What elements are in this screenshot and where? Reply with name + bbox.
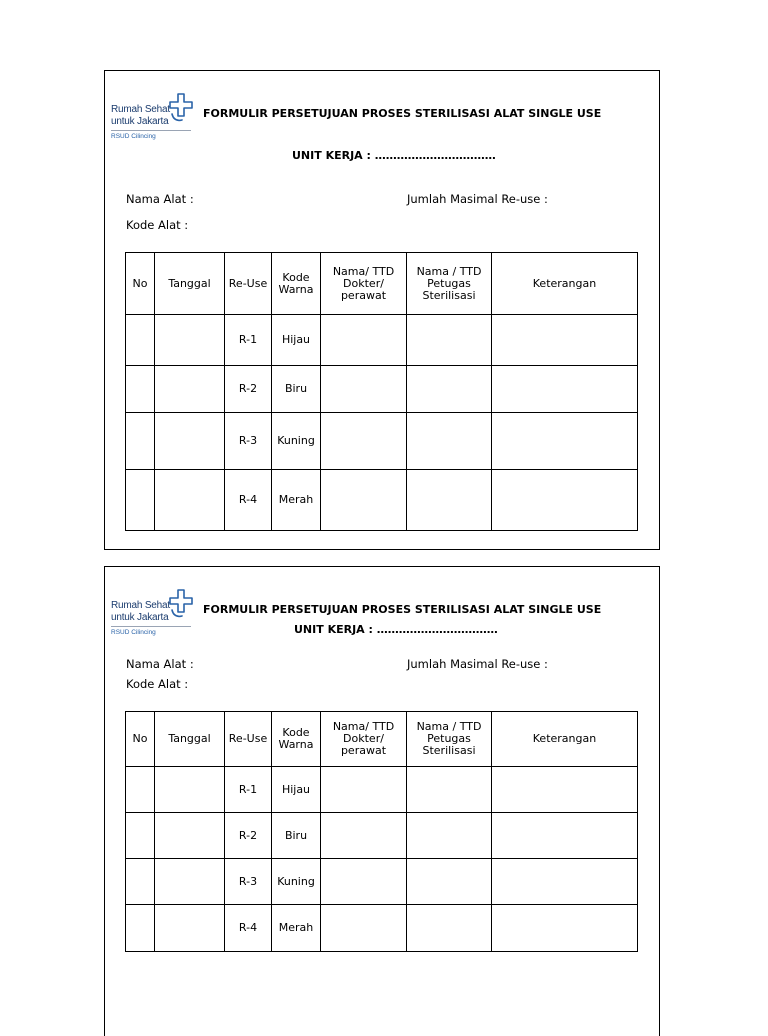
cell-ttd-petugas[interactable] xyxy=(407,413,492,470)
jumlah-masimal-label: Jumlah Masimal Re-use : xyxy=(407,192,548,206)
header-nama-ttd-petugas: Nama / TTD Petugas Sterilisasi xyxy=(407,253,492,315)
cell-ttd-dokter[interactable] xyxy=(321,859,407,905)
cell-no[interactable] xyxy=(126,905,155,952)
cell-kode-warna: Hijau xyxy=(272,315,321,366)
cell-ttd-dokter[interactable] xyxy=(321,813,407,859)
cell-ttd-dokter[interactable] xyxy=(321,470,407,531)
cell-tanggal[interactable] xyxy=(155,470,225,531)
cell-ttd-dokter[interactable] xyxy=(321,315,407,366)
table-row xyxy=(126,905,638,952)
logo-text-line2: untuk Jakarta xyxy=(111,612,169,623)
cell-keterangan[interactable] xyxy=(492,470,638,531)
kode-alat-label: Kode Alat : xyxy=(126,218,189,232)
cell-re-use: R-2 xyxy=(225,813,272,859)
cell-keterangan[interactable] xyxy=(492,315,638,366)
cell-no[interactable] xyxy=(126,470,155,531)
cell-re-use: R-3 xyxy=(225,859,272,905)
header-tanggal: Tanggal xyxy=(155,712,225,767)
reuse-table xyxy=(125,252,638,531)
header-no: No xyxy=(126,253,155,315)
cell-ttd-dokter[interactable] xyxy=(321,905,407,952)
cell-tanggal[interactable] xyxy=(155,813,225,859)
header-tanggal: Tanggal xyxy=(155,253,225,315)
table-row xyxy=(126,813,638,859)
header-nama-ttd-petugas: Nama / TTD Petugas Sterilisasi xyxy=(407,712,492,767)
cell-kode-warna: Merah xyxy=(272,470,321,531)
cell-kode-warna: Hijau xyxy=(272,767,321,813)
cell-no[interactable] xyxy=(126,859,155,905)
form-title: FORMULIR PERSETUJUAN PROSES STERILISASI ALAT SINGLE USE xyxy=(203,603,602,616)
table-row xyxy=(126,470,638,531)
logo-text-hospital: RSUD Cilincing xyxy=(111,133,156,140)
cell-kode-warna: Biru xyxy=(272,813,321,859)
table-row xyxy=(126,315,638,366)
cell-kode-warna: Merah xyxy=(272,905,321,952)
cell-keterangan[interactable] xyxy=(492,813,638,859)
cell-tanggal[interactable] xyxy=(155,315,225,366)
header-kode-warna: Kode Warna xyxy=(272,712,321,767)
cell-keterangan[interactable] xyxy=(492,905,638,952)
cell-no[interactable] xyxy=(126,413,155,470)
table-header-row xyxy=(126,253,638,315)
unit-kerja-field: UNIT KERJA : …………………………… xyxy=(294,623,498,636)
reuse-table xyxy=(125,711,638,952)
table-row xyxy=(126,859,638,905)
unit-kerja-field: UNIT KERJA : …………………………… xyxy=(292,149,496,162)
header-no: No xyxy=(126,712,155,767)
table-row xyxy=(126,366,638,413)
header-nama-ttd-dokter: Nama/ TTD Dokter/ perawat xyxy=(321,712,407,767)
header-kode-warna: Kode Warna xyxy=(272,253,321,315)
cell-re-use: R-1 xyxy=(225,315,272,366)
cell-tanggal[interactable] xyxy=(155,767,225,813)
table-row xyxy=(126,767,638,813)
cell-kode-warna: Kuning xyxy=(272,413,321,470)
header-nama-ttd-dokter: Nama/ TTD Dokter/ perawat xyxy=(321,253,407,315)
cell-no[interactable] xyxy=(126,315,155,366)
cell-re-use: R-3 xyxy=(225,413,272,470)
cell-keterangan[interactable] xyxy=(492,413,638,470)
logo-text-line1: Rumah Sehat xyxy=(111,104,170,115)
jumlah-masimal-label: Jumlah Masimal Re-use : xyxy=(407,657,548,671)
cell-ttd-petugas[interactable] xyxy=(407,767,492,813)
cell-ttd-dokter[interactable] xyxy=(321,767,407,813)
logo-text-hospital: RSUD Cilincing xyxy=(111,629,156,636)
cell-ttd-petugas[interactable] xyxy=(407,905,492,952)
logo-text-line1: Rumah Sehat xyxy=(111,600,170,611)
logo-text-line2: untuk Jakarta xyxy=(111,116,169,127)
cell-tanggal[interactable] xyxy=(155,366,225,413)
cross-logo-icon xyxy=(169,588,195,620)
sterilization-form-2 xyxy=(104,566,660,1036)
cell-no[interactable] xyxy=(126,366,155,413)
cell-re-use: R-2 xyxy=(225,366,272,413)
cell-keterangan[interactable] xyxy=(492,366,638,413)
cell-re-use: R-1 xyxy=(225,767,272,813)
hospital-logo xyxy=(111,92,193,150)
header-re-use: Re-Use xyxy=(225,712,272,767)
cell-ttd-petugas[interactable] xyxy=(407,366,492,413)
nama-alat-label: Nama Alat : xyxy=(126,192,194,206)
cell-no[interactable] xyxy=(126,767,155,813)
cross-logo-icon xyxy=(169,92,195,124)
cell-ttd-petugas[interactable] xyxy=(407,813,492,859)
form-title: FORMULIR PERSETUJUAN PROSES STERILISASI ALAT SINGLE USE xyxy=(203,107,602,120)
sterilization-form-1 xyxy=(104,70,660,550)
cell-re-use: R-4 xyxy=(225,905,272,952)
cell-ttd-petugas[interactable] xyxy=(407,859,492,905)
header-keterangan: Keterangan xyxy=(492,712,638,767)
cell-tanggal[interactable] xyxy=(155,413,225,470)
kode-alat-label: Kode Alat : xyxy=(126,677,189,691)
cell-kode-warna: Biru xyxy=(272,366,321,413)
cell-kode-warna: Kuning xyxy=(272,859,321,905)
nama-alat-label: Nama Alat : xyxy=(126,657,194,671)
cell-tanggal[interactable] xyxy=(155,905,225,952)
header-keterangan: Keterangan xyxy=(492,253,638,315)
cell-ttd-petugas[interactable] xyxy=(407,315,492,366)
cell-keterangan[interactable] xyxy=(492,859,638,905)
hospital-logo xyxy=(111,588,193,646)
cell-keterangan[interactable] xyxy=(492,767,638,813)
cell-tanggal[interactable] xyxy=(155,859,225,905)
logo-divider xyxy=(111,130,191,131)
cell-ttd-dokter[interactable] xyxy=(321,413,407,470)
logo-divider xyxy=(111,626,191,627)
cell-ttd-petugas[interactable] xyxy=(407,470,492,531)
table-row xyxy=(126,413,638,470)
cell-re-use: R-4 xyxy=(225,470,272,531)
header-re-use: Re-Use xyxy=(225,253,272,315)
cell-ttd-dokter[interactable] xyxy=(321,366,407,413)
table-header-row xyxy=(126,712,638,767)
cell-no[interactable] xyxy=(126,813,155,859)
